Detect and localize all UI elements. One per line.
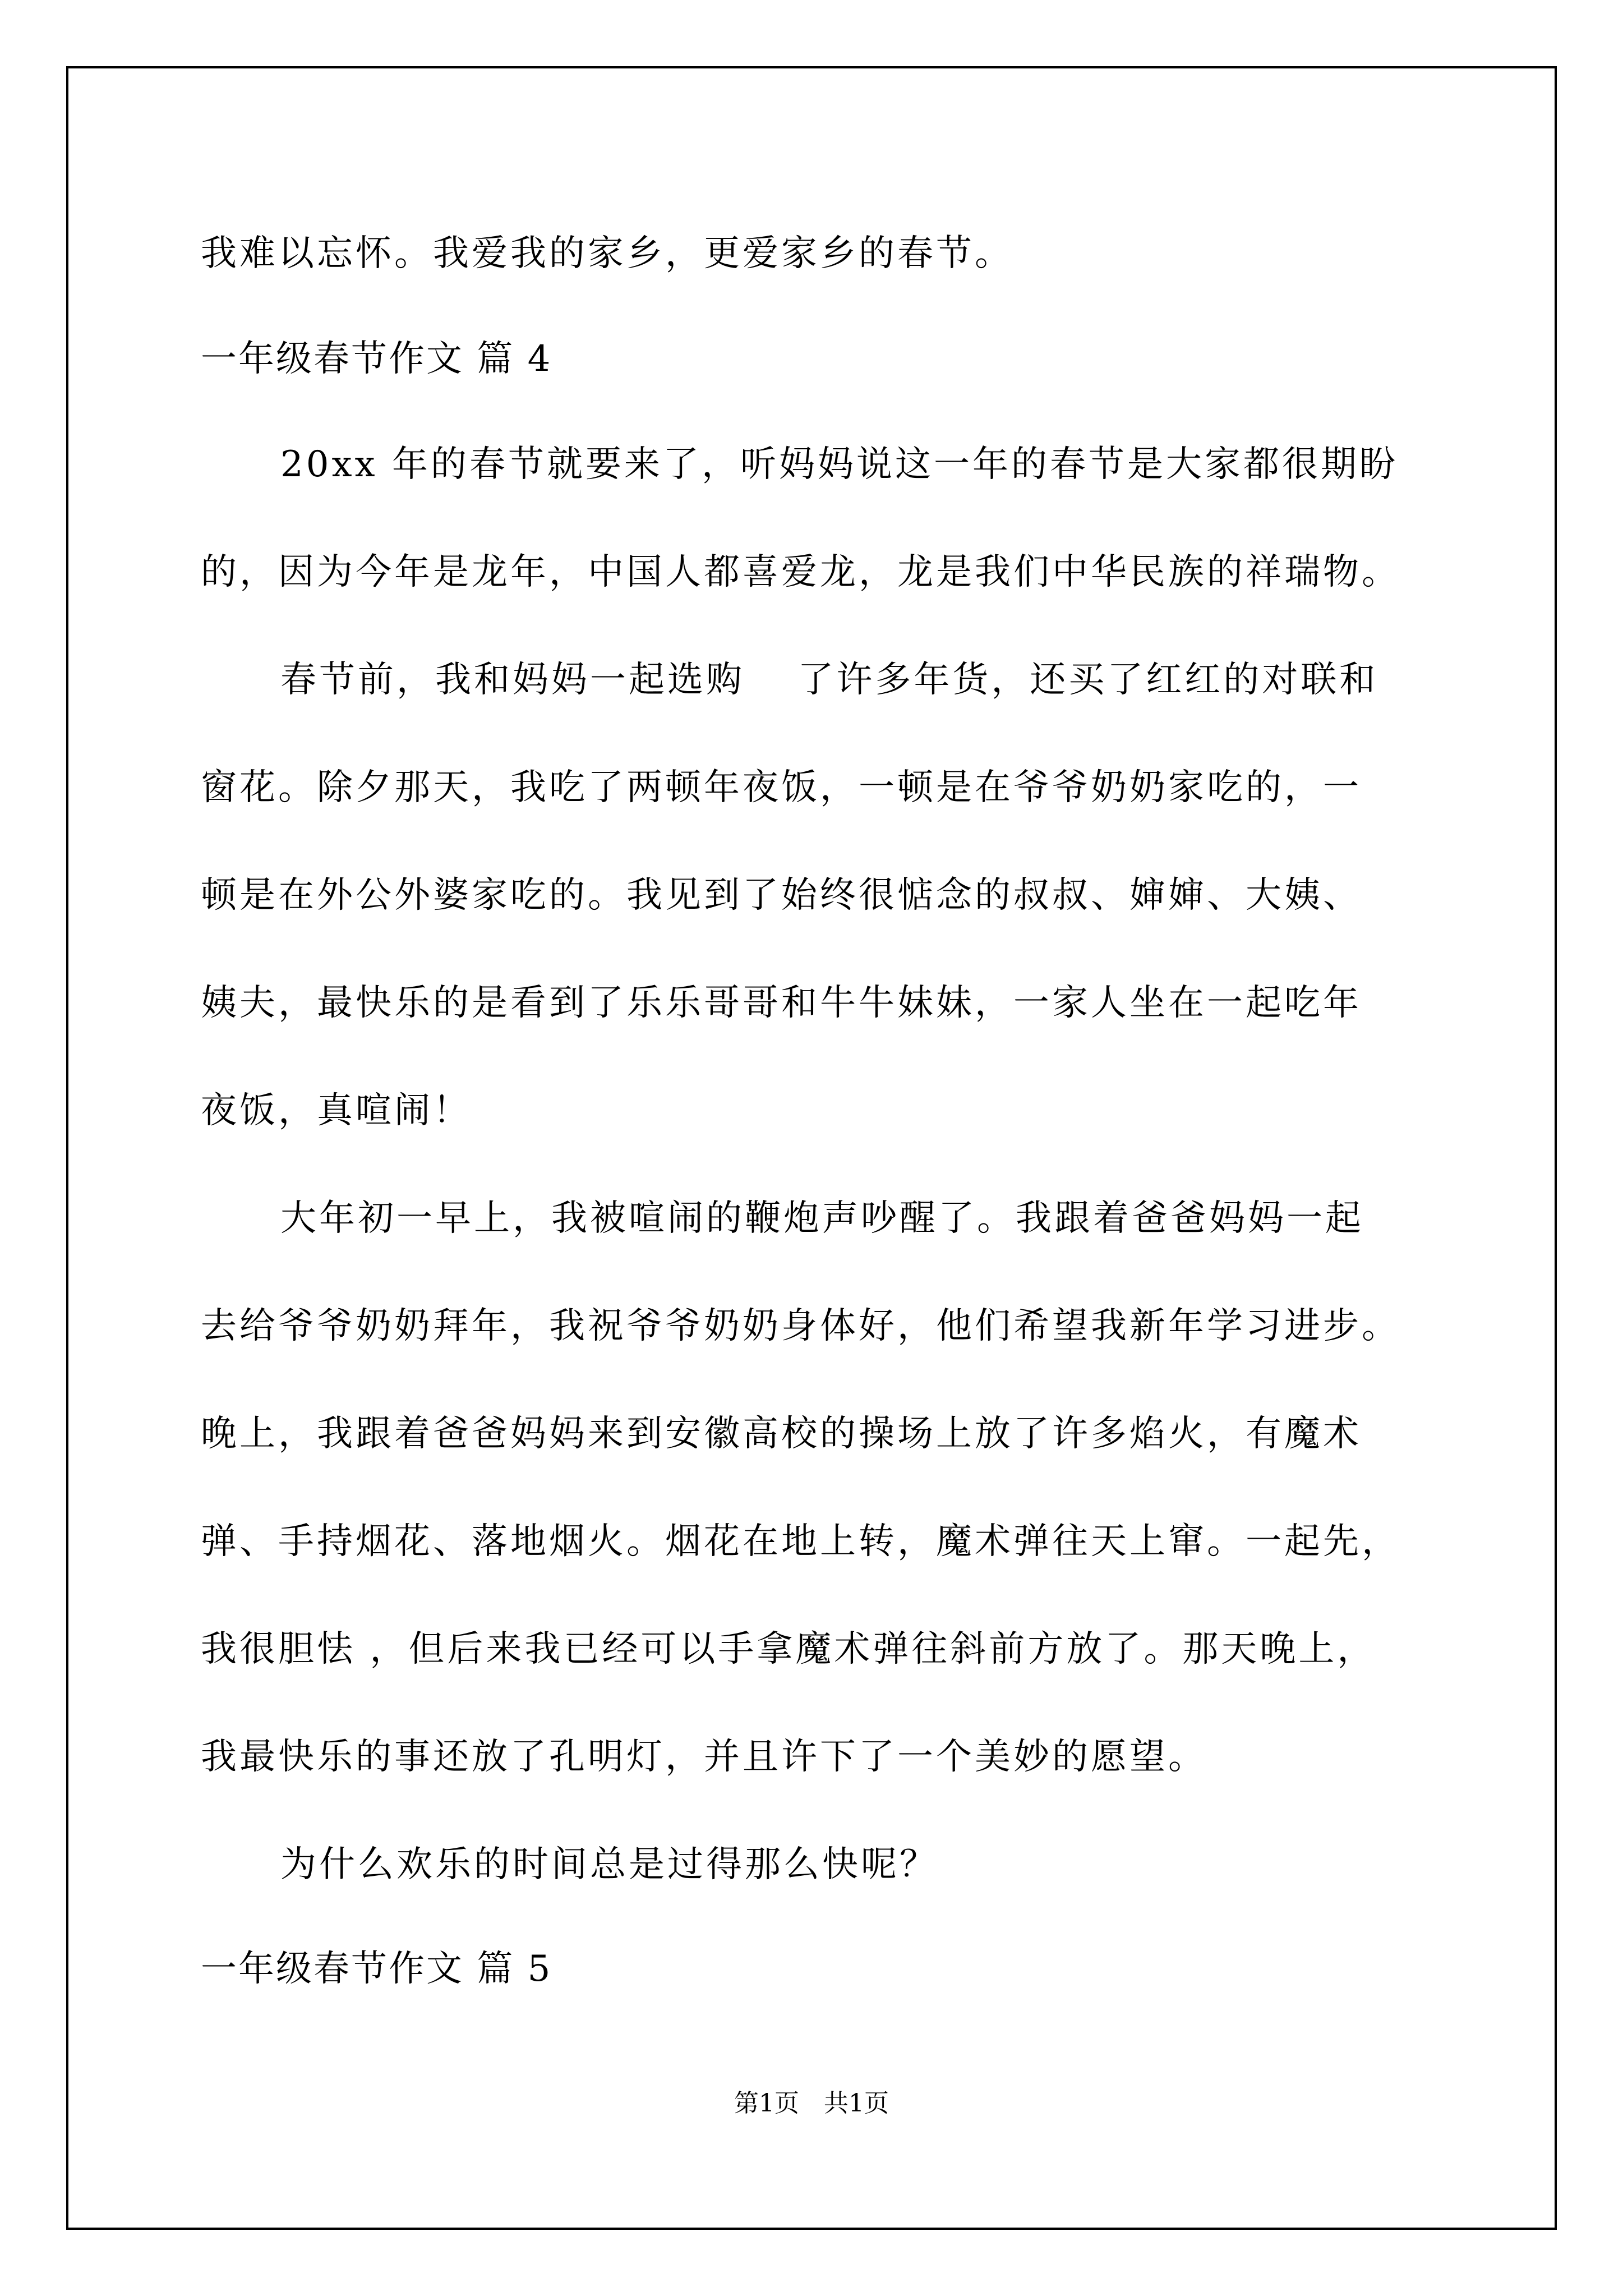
text-line: 为什么欢乐的时间总是过得那么快呢？ [280, 1844, 938, 1885]
text-line: 春节前，我和妈妈一起选购 了许多年货，还买了红红的对联和 [280, 659, 1378, 701]
text-line: 弹、手持烟花、落地烟火。烟花在地上转，魔术弹往天上窜。一起先， [201, 1521, 1400, 1562]
text-line: 20xx 年的春节就要来了，听妈妈说这一年的春节是大家都很期盼 [280, 444, 1398, 485]
text-line: 窗花。除夕那天，我吃了两顿年夜饭，一顿是在爷爷奶奶家吃的，一 [201, 767, 1362, 808]
text-line: 姨夫，最快乐的是看到了乐乐哥哥和牛牛妹妹，一家人坐在一起吃年 [201, 982, 1362, 1024]
section-heading: 一年级春节作文 篇 5 [201, 1948, 552, 1990]
text-line: 我很胆怯 ，但后来我已经可以手拿魔术弹往斜前方放了。那天晚上， [201, 1628, 1376, 1670]
section-heading: 一年级春节作文 篇 4 [201, 338, 552, 380]
text-line: 去给爷爷奶奶拜年，我祝爷爷奶奶身体好，他们希望我新年学习进步。 [201, 1305, 1400, 1347]
text-line: 我难以忘怀。我爱我的家乡，更爱家乡的春节。 [201, 233, 1013, 274]
page-border [66, 66, 1557, 2230]
text-line: 顿是在外公外婆家吃的。我见到了始终很惦念的叔叔、婶婶、大姨、 [201, 875, 1362, 916]
page-footer: 第1页 共1页 [734, 2089, 889, 2118]
text-line: 的，因为今年是龙年，中国人都喜爱龙，龙是我们中华民族的祥瑞物。 [201, 551, 1400, 593]
text-line: 我最快乐的事还放了孔明灯，并且许下了一个美妙的愿望。 [201, 1736, 1207, 1778]
text-line: 夜饭，真喧闹！ [201, 1090, 472, 1131]
text-line: 大年初一早上，我被喧闹的鞭炮声吵醒了。我跟着爸爸妈妈一起 [280, 1198, 1364, 1239]
text-line: 晚上，我跟着爸爸妈妈来到安徽高校的操场上放了许多焰火，有魔术 [201, 1413, 1362, 1455]
